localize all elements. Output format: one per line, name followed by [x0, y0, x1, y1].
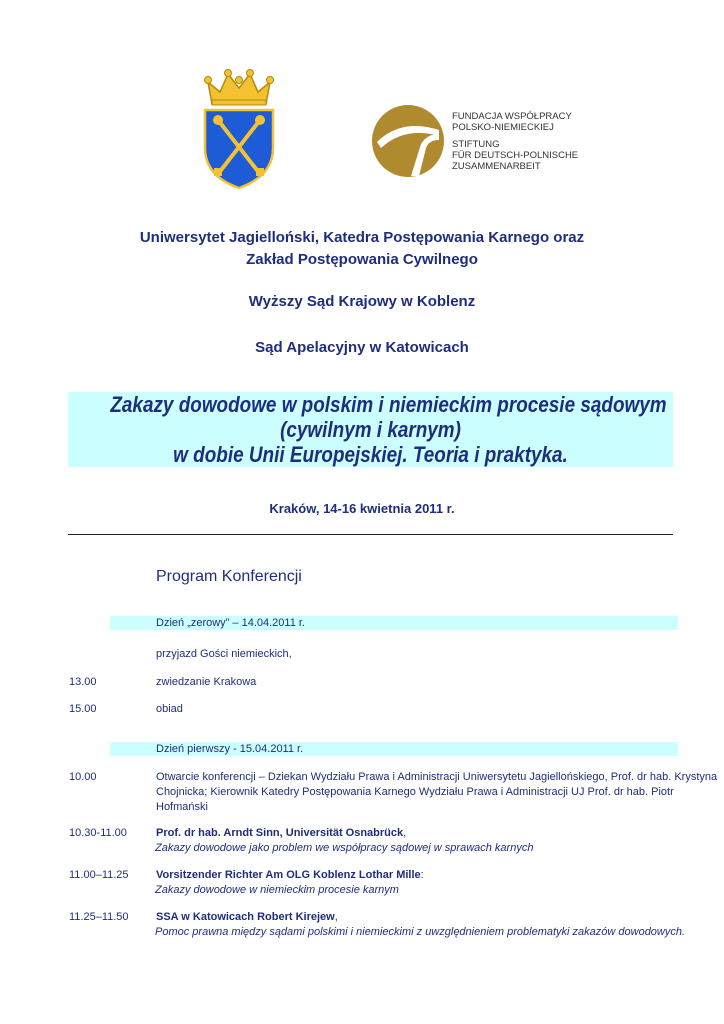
- schedule-time: 13.00: [69, 676, 97, 688]
- day-header: Dzień pierwszy - 15.04.2011 r.: [156, 743, 304, 755]
- conference-title-line: w dobie Unii Europejskiej. Teoria i praktyka.: [173, 442, 568, 467]
- speaker-name: Prof. dr hab. Arndt Sinn, Universität Osnabrück: [156, 827, 404, 839]
- opening-text-line: Hofmański: [156, 801, 208, 813]
- speaker-name: Vorsitzender Richter Am OLG Koblenz Lothar Mille: [156, 869, 421, 881]
- organizer-line: Uniwersytet Jagielloński, Katedra Postępowania Karnego oraz: [139, 229, 585, 246]
- place-date: Kraków, 14-16 kwietnia 2011 r.: [269, 501, 455, 516]
- foundation-text-line: FÜR DEUTSCH-POLNISCHE: [452, 150, 579, 161]
- foundation-logo-mark: [371, 104, 445, 178]
- talk-speaker: [156, 868, 424, 883]
- schedule-time: 10.30-11.00: [69, 827, 127, 839]
- talk-topic: Zakazy dowodowe jako problem we współpracy sądowej w sprawach karnych: [155, 842, 534, 854]
- talk-speaker: [156, 910, 338, 925]
- divider: [68, 534, 673, 535]
- foundation-text-line: ZUSAMMENARBEIT: [452, 161, 541, 172]
- organizer-line: Sąd Apelacyjny w Katowicach: [255, 339, 469, 356]
- talk-topic: Pomoc prawna między sądami polskimi i niemieckimi z uwzględnieniem problematyki zakazów dowodowych.: [155, 926, 686, 938]
- program-title: Program Konferencji: [156, 568, 302, 585]
- schedule-item: obiad: [156, 703, 183, 715]
- arrival-text: przyjazd Gości niemieckich,: [156, 648, 292, 660]
- foundation-text-line: POLSKO-NIEMIECKIEJ: [452, 122, 554, 133]
- schedule-item: zwiedzanie Krakowa: [156, 676, 257, 688]
- schedule-time: 11.00–11.25: [69, 869, 129, 881]
- conference-title-line: (cywilnym i karnym): [280, 417, 461, 442]
- organizer-line: Zakład Postępowania Cywilnego: [246, 251, 478, 268]
- talk-topic: Zakazy dowodowe w niemieckim procesie karnym: [155, 884, 399, 896]
- foundation-text-line: FUNDACJA WSPÓŁPRACY: [452, 111, 572, 122]
- schedule-time: 11.25–11.50: [69, 911, 129, 923]
- conference-title-line: Zakazy dowodowe w polskim i niemieckim procesie sądowym: [110, 392, 667, 417]
- opening-text-line: Chojnicka; Kierownik Katedry Postępowania Karnego Wydziału Prawa i Administracji UJ Prof. dr hab. Piotr: [156, 786, 674, 798]
- schedule-time: 10.00: [69, 771, 97, 783]
- day-header: Dzień „zerowy” – 14.04.2011 r.: [156, 617, 305, 629]
- schedule-time: 15.00: [69, 703, 97, 715]
- speaker-punct: ,: [334, 911, 338, 923]
- foundation-logo-text: [452, 111, 582, 172]
- speaker-name: SSA w Katowicach Robert Kirejew: [156, 911, 335, 923]
- university-crest-logo: [200, 68, 278, 190]
- speaker-punct: :: [420, 869, 424, 881]
- foundation-text-line: STIFTUNG: [452, 139, 500, 150]
- talk-speaker: [156, 826, 406, 841]
- speaker-punct: ,: [403, 827, 407, 839]
- opening-text-line: Otwarcie konferencji – Dziekan Wydziału Prawa i Administracji Uniwersytetu Jagiellońskiego, Prof. dr hab. Krystyna: [156, 771, 718, 783]
- organizer-line: Wyższy Sąd Krajowy w Koblenz: [248, 293, 476, 310]
